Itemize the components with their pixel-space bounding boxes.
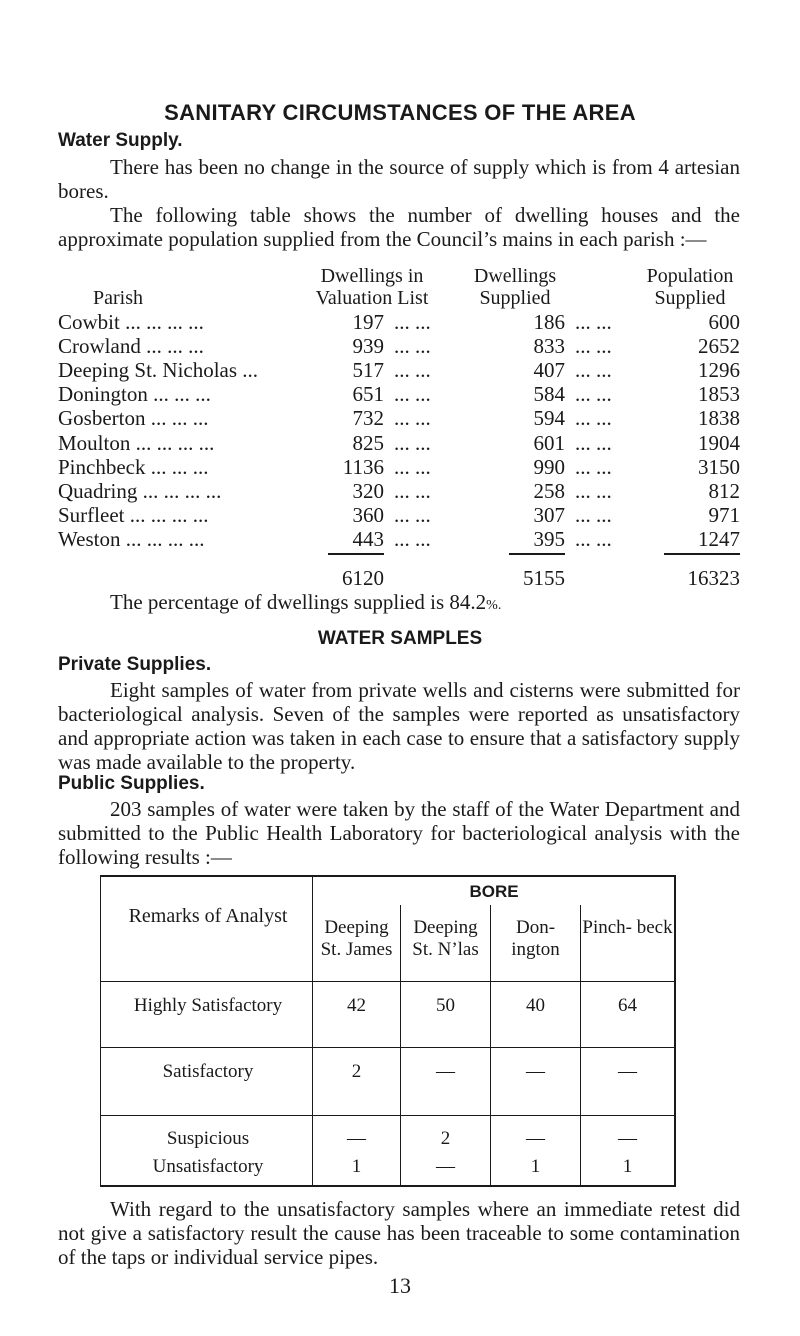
dot-leader: ... ... xyxy=(394,478,431,503)
valuation-count: 320 xyxy=(352,478,384,503)
parish-name: Pinchbeck ... ... ... xyxy=(58,454,209,479)
dot-leader: ... ... xyxy=(394,382,431,407)
total-rule-population xyxy=(664,553,740,555)
dot-leader: ... ... xyxy=(575,310,612,334)
population-count: 812 xyxy=(708,478,740,503)
page-number: 13 xyxy=(389,1273,411,1298)
population-count: 600 xyxy=(708,310,740,334)
dot-leader: ... ... xyxy=(575,502,612,527)
supplied-count: 307 xyxy=(533,502,565,527)
page-title: SANITARY CIRCUMSTANCES OF THE AREA xyxy=(164,100,636,125)
percentage-suffix: %. xyxy=(486,598,502,613)
water-samples-heading: WATER SAMPLES xyxy=(317,628,483,649)
supplied-count: 833 xyxy=(533,334,565,359)
parish-name: Donington ... ... ... xyxy=(58,382,211,407)
dot-leader: ... ... xyxy=(394,334,431,359)
percentage-text: The percentage of dwellings supplied is 84.2 xyxy=(110,590,487,614)
bore-row-label: Satisfactory xyxy=(162,1061,254,1082)
bore-cell-value: — xyxy=(436,1156,455,1177)
private-supplies-heading: Private Supplies. xyxy=(58,654,212,675)
bore-group-header: BORE xyxy=(469,882,519,901)
header-parish: Parish xyxy=(93,287,143,309)
bore-column-header: Deeping St. N’las xyxy=(412,917,479,960)
percentage-statement xyxy=(58,590,740,618)
dot-leader: ... ... xyxy=(394,430,431,455)
parish-name: Quadring ... ... ... ... xyxy=(58,478,222,503)
bore-cell-value: — xyxy=(436,1061,455,1082)
bore-cell-value: 42 xyxy=(347,995,366,1016)
dot-leader: ... ... xyxy=(394,526,431,551)
valuation-count: 732 xyxy=(352,406,384,431)
bore-cell-value: 1 xyxy=(530,1156,541,1177)
table-right-border xyxy=(674,875,676,1187)
table-top-border xyxy=(100,875,674,877)
bore-cell-value: 1 xyxy=(351,1156,362,1177)
population-count: 1247 xyxy=(698,526,740,551)
remarks-header: Remarks of Analyst xyxy=(128,905,288,927)
row-divider-2 xyxy=(100,1047,674,1048)
supplied-count: 407 xyxy=(533,358,565,383)
dot-leader: ... ... xyxy=(575,526,612,551)
valuation-count: 197 xyxy=(352,310,384,334)
parish-name: Gosberton ... ... ... xyxy=(58,406,209,431)
supplied-count: 395 xyxy=(533,526,565,551)
parish-name: Surfleet ... ... ... ... xyxy=(58,502,209,527)
supplied-count: 990 xyxy=(533,454,565,479)
valuation-count: 517 xyxy=(352,358,384,383)
water-supply-paragraph-2-text: The following table shows the number of dwelling houses and the approximate population supplied from the Council’s mains in each parish :— xyxy=(58,203,740,251)
parish-name: Cowbit ... ... ... ... xyxy=(58,310,204,334)
population-count: 1296 xyxy=(698,358,740,383)
header-dwellings-supplied: Dwellings Supplied xyxy=(473,265,557,309)
valuation-count: 651 xyxy=(352,382,384,407)
bore-cell-value: 64 xyxy=(618,995,637,1016)
dot-leader: ... ... xyxy=(575,334,612,359)
dot-leader: ... ... xyxy=(394,358,431,383)
bore-cell-value: — xyxy=(618,1061,637,1082)
valuation-count: 443 xyxy=(352,526,384,551)
supplied-count: 601 xyxy=(533,430,565,455)
dot-leader: ... ... xyxy=(394,406,431,431)
public-supplies-heading: Public Supplies. xyxy=(58,773,205,794)
dot-leader: ... ... xyxy=(575,430,612,455)
supplied-count: 584 xyxy=(533,382,565,407)
bore-results-table xyxy=(98,875,680,1191)
population-count: 3150 xyxy=(698,454,740,479)
bore-cell-value: 2 xyxy=(351,1061,362,1082)
row-divider-1 xyxy=(100,981,674,982)
table-bottom-border xyxy=(100,1185,674,1187)
supplied-count: 258 xyxy=(533,478,565,503)
valuation-count: 360 xyxy=(352,502,384,527)
bore-row-label: Highly Satisfactory xyxy=(133,995,283,1016)
dot-leader: ... ... xyxy=(575,406,612,431)
water-supply-heading: Water Supply. xyxy=(58,130,183,151)
water-supply-paragraph-1 xyxy=(58,155,740,203)
population-count: 971 xyxy=(708,502,740,527)
bore-cell-value: — xyxy=(526,1061,545,1082)
total-valuation: 6120 xyxy=(342,566,384,590)
population-count: 1904 xyxy=(698,430,740,455)
dot-leader: ... ... xyxy=(575,382,612,407)
dot-leader: ... ... xyxy=(394,454,431,479)
total-population: 16323 xyxy=(687,566,740,590)
parish-name: Weston ... ... ... ... xyxy=(58,526,205,551)
bore-column-header: Pinch- beck xyxy=(582,917,673,938)
population-count: 2652 xyxy=(698,334,740,359)
header-dwellings-valuation: Dwellings in Valuation List xyxy=(315,265,429,309)
closing-paragraph-text: With regard to the unsatisfactory samples where an immediate retest did not give a satisfactory result the cause has been traceable to some contamination of the taps or individual service pipes. xyxy=(58,1197,740,1269)
bore-cell-value: — xyxy=(526,1128,545,1149)
bore-cell-value: — xyxy=(618,1128,637,1149)
parish-name: Moulton ... ... ... ... xyxy=(58,430,215,455)
bore-row-label: Unsatisfactory xyxy=(152,1156,264,1177)
bore-column-header: Don- ington xyxy=(511,917,560,960)
water-supply-paragraph-1-text: There has been no change in the source of supply which is from 4 artesian bores. xyxy=(58,155,740,203)
bore-row-label: Suspicious xyxy=(166,1128,250,1149)
bore-cell-value: 40 xyxy=(526,995,545,1016)
total-rule-supplied xyxy=(509,553,565,555)
valuation-count: 939 xyxy=(352,334,384,359)
parish-name: Crowland ... ... ... xyxy=(58,334,204,359)
population-count: 1853 xyxy=(698,382,740,407)
supplied-count: 186 xyxy=(533,310,565,334)
dot-leader: ... ... xyxy=(575,358,612,383)
dot-leader: ... ... xyxy=(575,454,612,479)
private-supplies-paragraph xyxy=(58,678,740,774)
private-supplies-text: Eight samples of water from private wells and cisterns were submitted for bacteriological analysis. Seven of the samples were reported as unsatisfactory and appropriate action was taken in each case to ensure that a satisfactory supply was made available to the property. xyxy=(58,678,740,774)
bore-cell-value: 50 xyxy=(436,995,455,1016)
dot-leader: ... ... xyxy=(575,478,612,503)
valuation-count: 1136 xyxy=(342,454,384,479)
dot-leader: ... ... xyxy=(394,310,431,334)
bore-cell-value: 1 xyxy=(622,1156,633,1177)
public-supplies-text: 203 samples of water were taken by the staff of the Water Department and submitted to the Public Health Laboratory for bacteriological analysis with the following results :— xyxy=(58,797,740,869)
table-left-border xyxy=(100,875,101,1187)
parish-name: Deeping St. Nicholas ... xyxy=(58,358,259,383)
total-supplied: 5155 xyxy=(523,566,565,590)
supplied-count: 594 xyxy=(533,406,565,431)
row-divider-3 xyxy=(100,1115,674,1116)
valuation-count: 825 xyxy=(352,430,384,455)
total-rule-valuation xyxy=(328,553,384,555)
bore-cell-value: 2 xyxy=(440,1128,451,1149)
closing-paragraph xyxy=(58,1197,740,1269)
population-count: 1838 xyxy=(698,406,740,431)
bore-cell-value: — xyxy=(347,1128,366,1149)
public-supplies-paragraph xyxy=(58,797,740,869)
bore-column-header: Deeping St. James xyxy=(320,917,393,960)
dot-leader: ... ... xyxy=(394,502,431,527)
water-supply-paragraph-2 xyxy=(58,203,740,251)
header-population-supplied: Population Supplied xyxy=(646,265,734,309)
